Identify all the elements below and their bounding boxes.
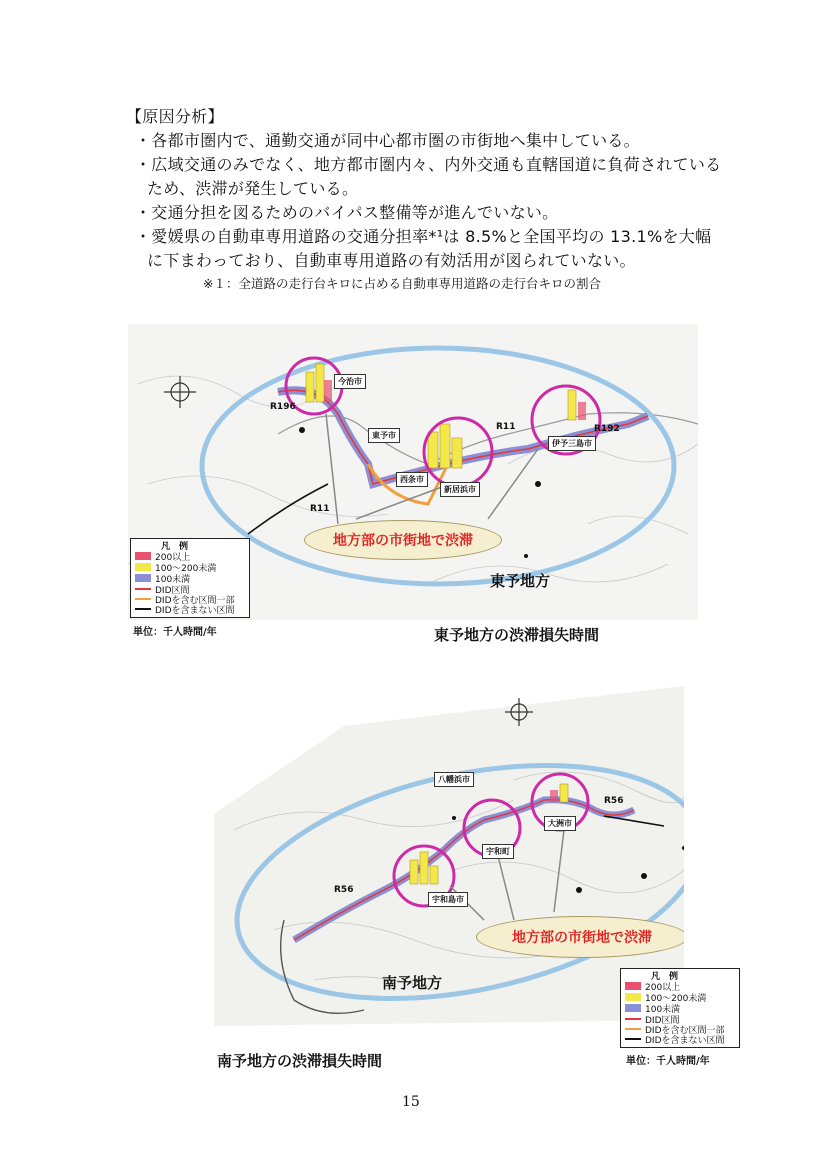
south-region-label: 南予地方 (382, 974, 443, 992)
east-legend-title: 凡 例 (161, 541, 189, 552)
south-legend-title: 凡 例 (651, 971, 679, 982)
south-legend-row-5: DIDを含む区間一部 (625, 1024, 725, 1034)
city-label-toyo: 東予市 (368, 428, 400, 443)
road-label-r192: R192 (594, 424, 620, 434)
east-region-label: 東予地方 (490, 572, 551, 590)
footnote: ※１：全道路の走行台キロに占める自動車専用道路の走行台キロの割合 (203, 276, 601, 291)
south-road-label-r56-b: R56 (334, 885, 354, 895)
city-label-niihama: 新居浜市 (440, 482, 480, 497)
city-label-yawatahama: 八幡浜市 (434, 772, 474, 787)
east-legend-row-6: DIDを含まない区間 (135, 604, 235, 614)
bullet-1: ・各都市圏内で、通勤交通が同中心都市圏の市街地へ集中している。 (135, 131, 640, 150)
road-label-r11-a: R11 (496, 422, 516, 432)
east-unit-label: 単位：千人時間/年 (133, 627, 217, 638)
south-caption: 南予地方の渋滞損失時間 (217, 1052, 383, 1070)
road-label-r196: R196 (270, 402, 296, 412)
analysis-heading: 【原因分析】 (126, 107, 224, 126)
south-map-graphic (214, 680, 684, 1044)
bullet-2-cont: ため、渋滞が発生している。 (147, 179, 359, 198)
south-road-label-r56-a: R56 (604, 796, 624, 806)
south-legend-row-6: DIDを含まない区間 (625, 1034, 725, 1044)
south-legend-row-2: 100～200未満 (625, 992, 706, 1002)
east-caption: 東予地方の渋滞損失時間 (434, 626, 600, 644)
east-legend-row-3: 100未満 (135, 573, 190, 583)
east-legend-row-4: DID区間 (135, 584, 190, 594)
south-legend-row-1: 200以上 (625, 981, 680, 991)
city-label-uwa: 宇和町 (482, 844, 514, 859)
city-label-saijo: 西条市 (396, 472, 428, 487)
city-label-ozu: 大洲市 (544, 816, 576, 831)
city-label-iyomishima: 伊予三島市 (548, 436, 596, 451)
south-callout-bubble: 地方部の市街地で渋滞 (476, 916, 684, 958)
east-legend (130, 538, 250, 618)
road-label-r11-b: R11 (310, 504, 330, 514)
south-map (214, 680, 684, 1044)
bullet-3: ・交通分担を図るためのバイパス整備等が進んでいない。 (135, 203, 559, 222)
south-legend (620, 968, 740, 1048)
bullet-4: ・愛媛県の自動車専用道路の交通分担率*¹は 8.5%と全国平均の 13.1%を大幅 (135, 227, 712, 246)
south-unit-label: 単位：千人時間/年 (626, 1056, 710, 1067)
south-legend-row-4: DID区間 (625, 1014, 680, 1024)
page-number: 15 (402, 1094, 420, 1110)
bullet-4-cont: に下まわっており、自動車専用道路の有効活用が図られていない。 (147, 251, 636, 270)
bullet-2: ・広域交通のみでなく、地方都市圏内々、内外交通も直轄国道に負荷されている (135, 155, 722, 174)
east-callout-bubble: 地方部の市街地で渋滞 (304, 520, 502, 560)
east-legend-row-2: 100～200未満 (135, 562, 216, 572)
south-legend-row-3: 100未満 (625, 1003, 680, 1013)
compass-icon (164, 376, 196, 408)
east-map (128, 324, 698, 620)
east-legend-row-5: DIDを含む区間一部 (135, 594, 235, 604)
city-label-imabari: 今治市 (334, 374, 366, 389)
east-legend-row-1: 200以上 (135, 551, 190, 561)
city-label-uwajima: 宇和島市 (428, 892, 468, 907)
